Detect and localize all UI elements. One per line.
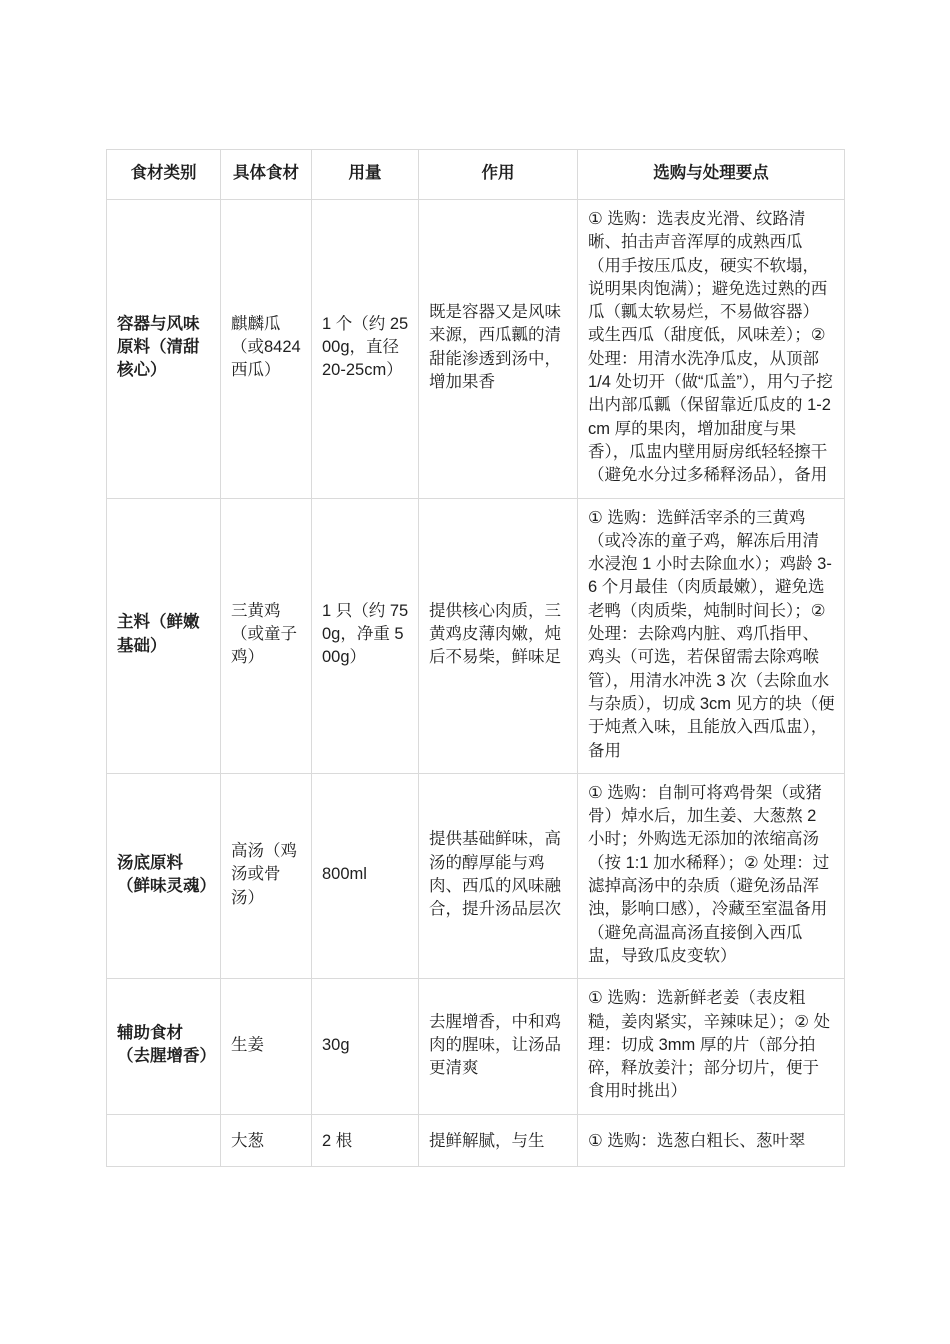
row-amount: 30g: [312, 979, 419, 1114]
row-tips: ① 选购：选表皮光滑、纹路清晰、拍击声音浑厚的成熟西瓜（用手按压瓜皮，硬实不软塌，说明果肉饱满）；避免选过熟的西瓜（瓤太软易烂，不易做容器）或生西瓜（甜度低，风味差）；② 处理：用清水洗净瓜皮，从顶部 1/4 处切开（做“瓜盖”），用勺子挖出内部瓜瓤（保留靠近瓜皮的 1-2cm 厚的果肉，增加甜度与果香），瓜盅内壁用厨房纸轻轻擦干（避免水分过多稀释汤品），备用: [578, 200, 845, 499]
header-category: 食材类别: [107, 150, 221, 200]
row-amount: 800ml: [312, 773, 419, 978]
row-amount: 1 只（约 750g，净重 500g）: [312, 498, 419, 773]
table-row: [107, 1114, 845, 1166]
row-ingredient: 大葱: [221, 1114, 312, 1166]
table-row: [107, 200, 845, 499]
table-row: [107, 979, 845, 1114]
ingredients-table-container: [106, 149, 844, 1167]
row-tips: ① 选购：选新鲜老姜（表皮粗糙，姜肉紧实，辛辣味足）；② 处理：切成 3mm 厚的片（部分拍碎，释放姜汁；部分切片，便于食用时挑出）: [578, 979, 845, 1114]
row-ingredient: 三黄鸡（或童子鸡）: [221, 498, 312, 773]
row-category: 容器与风味原料（清甜核心）: [107, 200, 221, 499]
row-ingredient: 高汤（鸡汤或骨汤）: [221, 773, 312, 978]
row-category: [107, 1114, 221, 1166]
row-purpose: 去腥增香，中和鸡肉的腥味，让汤品更清爽: [419, 979, 578, 1114]
row-category: 辅助食材（去腥增香）: [107, 979, 221, 1114]
header-ingredient: 具体食材: [221, 150, 312, 200]
row-ingredient: 生姜: [221, 979, 312, 1114]
row-ingredient: 麒麟瓜（或8424 西瓜）: [221, 200, 312, 499]
row-amount: 1 个（约 2500g，直径 20-25cm）: [312, 200, 419, 499]
table-row: [107, 498, 845, 773]
ingredients-table: [106, 149, 845, 1167]
row-amount: 2 根: [312, 1114, 419, 1166]
row-purpose: 提鲜解腻，与生: [419, 1114, 578, 1166]
row-purpose: 既是容器又是风味来源，西瓜瓤的清甜能渗透到汤中，增加果香: [419, 200, 578, 499]
row-category: 汤底原料（鲜味灵魂）: [107, 773, 221, 978]
row-tips: ① 选购：自制可将鸡骨架（或猪骨）焯水后，加生姜、大葱熬 2 小时；外购选无添加的浓缩高汤（按 1:1 加水稀释）；② 处理：过滤掉高汤中的杂质（避免汤品浑浊，影响口感），冷藏至室温备用（避免高温高汤直接倒入西瓜盅，导致瓜皮变软）: [578, 773, 845, 978]
row-category: 主料（鲜嫩基础）: [107, 498, 221, 773]
table-header-row: [107, 150, 845, 200]
row-purpose: 提供基础鲜味，高汤的醇厚能与鸡肉、西瓜的风味融合，提升汤品层次: [419, 773, 578, 978]
header-purpose: 作用: [419, 150, 578, 200]
header-tips: 选购与处理要点: [578, 150, 845, 200]
row-tips: ① 选购：选鲜活宰杀的三黄鸡（或冷冻的童子鸡，解冻后用清水浸泡 1 小时去除血水）；鸡龄 3-6 个月最佳（肉质最嫩），避免选老鸭（肉质柴，炖制时间长）；② 处理：去除鸡内脏、鸡爪指甲、鸡头（可选，若保留需去除鸡喉管），用清水冲洗 3 次（去除血水与杂质），切成 3cm 见方的块（便于炖煮入味，且能放入西瓜盅），备用: [578, 498, 845, 773]
table-row: [107, 773, 845, 978]
row-purpose: 提供核心肉质，三黄鸡皮薄肉嫩，炖后不易柴，鲜味足: [419, 498, 578, 773]
header-amount: 用量: [312, 150, 419, 200]
row-tips: ① 选购：选葱白粗长、葱叶翠: [578, 1114, 845, 1166]
